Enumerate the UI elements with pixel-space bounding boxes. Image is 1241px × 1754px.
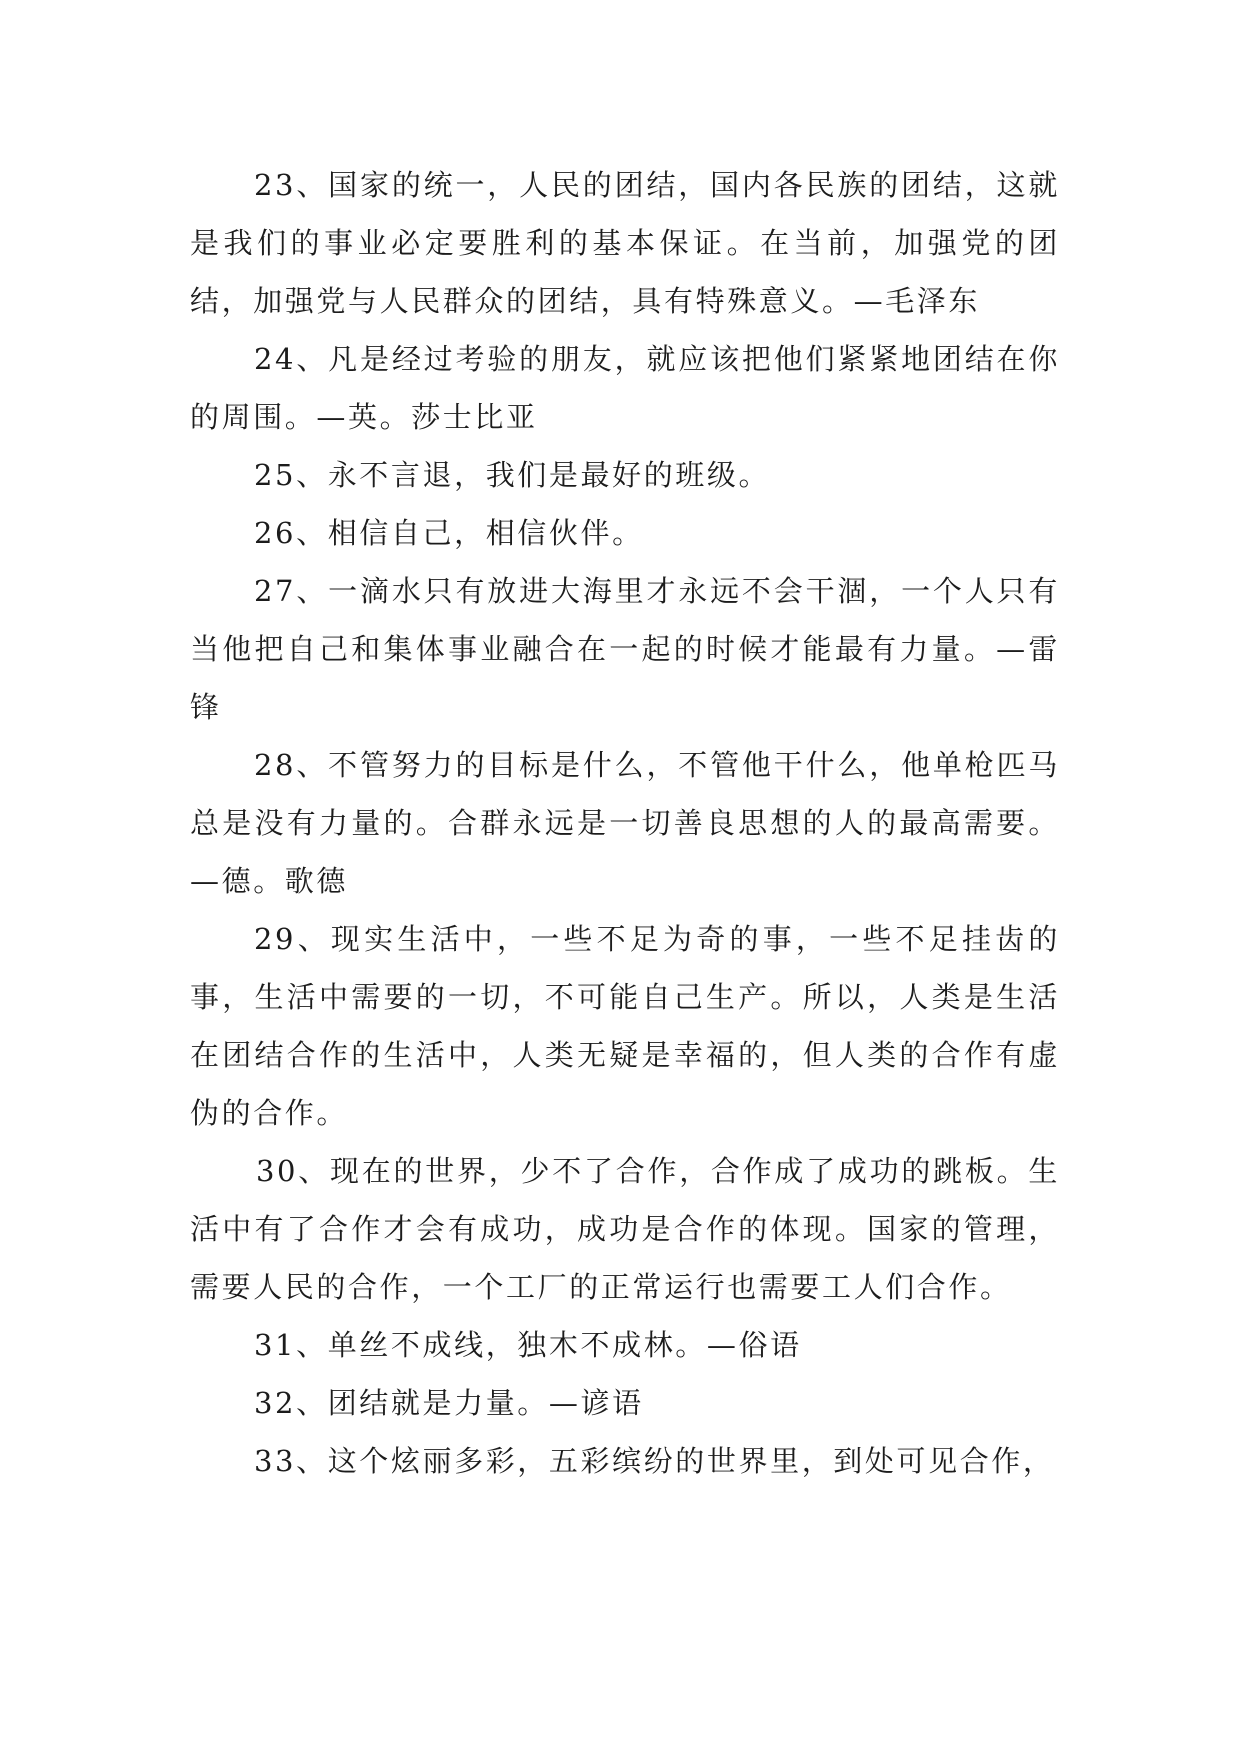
paragraph-24: 24、凡是经过考验的朋友，就应该把他们紧紧地团结在你的周围。—英。莎士比亚: [190, 342, 1060, 434]
paragraph-26: 26、相信自己，相信伙伴。: [254, 516, 644, 550]
paragraph-32: 32、团结就是力量。—谚语: [254, 1386, 644, 1420]
paragraph-23: 23、国家的统一，人民的团结，国内各民族的团结，这就是我们的事业必定要胜利的基本保证。在当前，加强党的团结，加强党与人民群众的团结，具有特殊意义。—毛泽东: [190, 168, 1060, 318]
paragraph-28: 28、不管努力的目标是什么，不管他干什么，他单枪匹马总是没有力量的。合群永远是一切善良思想的人的最高需要。—德。歌德: [190, 748, 1060, 898]
paragraph-29: 29、现实生活中，一些不足为奇的事，一些不足挂齿的事，生活中需要的一切，不可能自己生产。所以，人类是生活在团结合作的生活中，人类无疑是幸福的，但人类的合作有虚伪的合作。: [190, 922, 1060, 1130]
paragraph-25: 25、永不言退，我们是最好的班级。: [254, 458, 771, 492]
paragraph-31: 31、单丝不成线，独木不成林。—俗语: [254, 1328, 802, 1362]
document-body: [190, 156, 1060, 1490]
paragraph-33: 33、这个炫丽多彩，五彩缤纷的世界里，到处可见合作，: [254, 1444, 1055, 1478]
paragraph-27: 27、一滴水只有放进大海里才永远不会干涸，一个人只有当他把自己和集体事业融合在一起的时候才能最有力量。—雷锋: [190, 574, 1060, 724]
paragraph-30: 30、现在的世界，少不了合作，合作成了成功的跳板。生活中有了合作才会有成功，成功是合作的体现。国家的管理，需要人民的合作，一个工厂的正常运行也需要工人们合作。: [190, 1154, 1060, 1304]
